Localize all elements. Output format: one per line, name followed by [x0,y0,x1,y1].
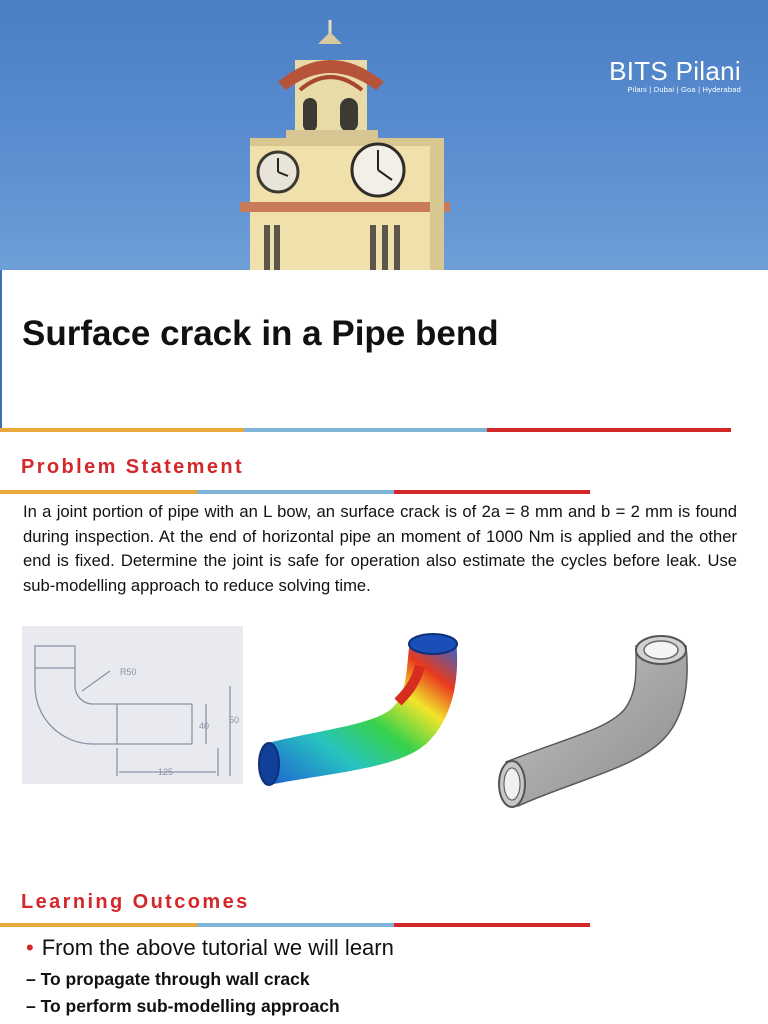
divider-bar-top [0,428,768,432]
dim-radius-label: R50 [120,667,137,677]
brand-name-rest: Pilani [675,56,741,86]
slide-title: Surface crack in a Pipe bend [22,314,499,353]
bullet-dot-icon: • [26,935,34,960]
outcome-item-text: To perform sub-modelling approach [40,996,340,1016]
outcome-item-text: To propagate through wall crack [40,969,310,989]
dim-40-label: 40 [199,721,210,731]
problem-heading: Problem Statement [21,456,245,478]
outcomes-heading: Learning Outcomes [21,891,250,913]
divider-bar-problem [0,490,590,494]
bits-pilani-logo [609,57,741,94]
clock-tower-image [200,20,480,270]
pipe-bend-drawing [22,626,243,784]
dim-50-label: 50 [229,715,240,725]
outcomes-intro [26,935,394,961]
fea-stress-contour-image [258,632,468,794]
problem-text: In a joint portion of pipe with an L bow, an surface crack is of 2a = 8 mm and b = 2 mm is found during inspection. At the end of horizontal pipe an moment of 1000 Nm is applied and the other end is fixed. Determine the joint is safe for operation also estimate the cycles before leak. Use sub-modelling approach to reduce solving time. [23,502,737,595]
dim-125-label: 125 [158,767,174,777]
pipe-solid-model-image [496,634,718,814]
outcome-item: – To perform sub-modelling approach [26,996,340,1016]
outcomes-intro-text: From the above tutorial we will learn [41,935,394,960]
brand-campuses: Pilani | Dubai | Goa | Hyderabad [627,85,741,94]
title-box [0,270,768,428]
outcome-item: – To propagate through wall crack [26,969,310,989]
brand-name-bold: BITS [609,56,669,86]
divider-bar-outcomes [0,923,590,927]
header-banner [0,0,768,270]
